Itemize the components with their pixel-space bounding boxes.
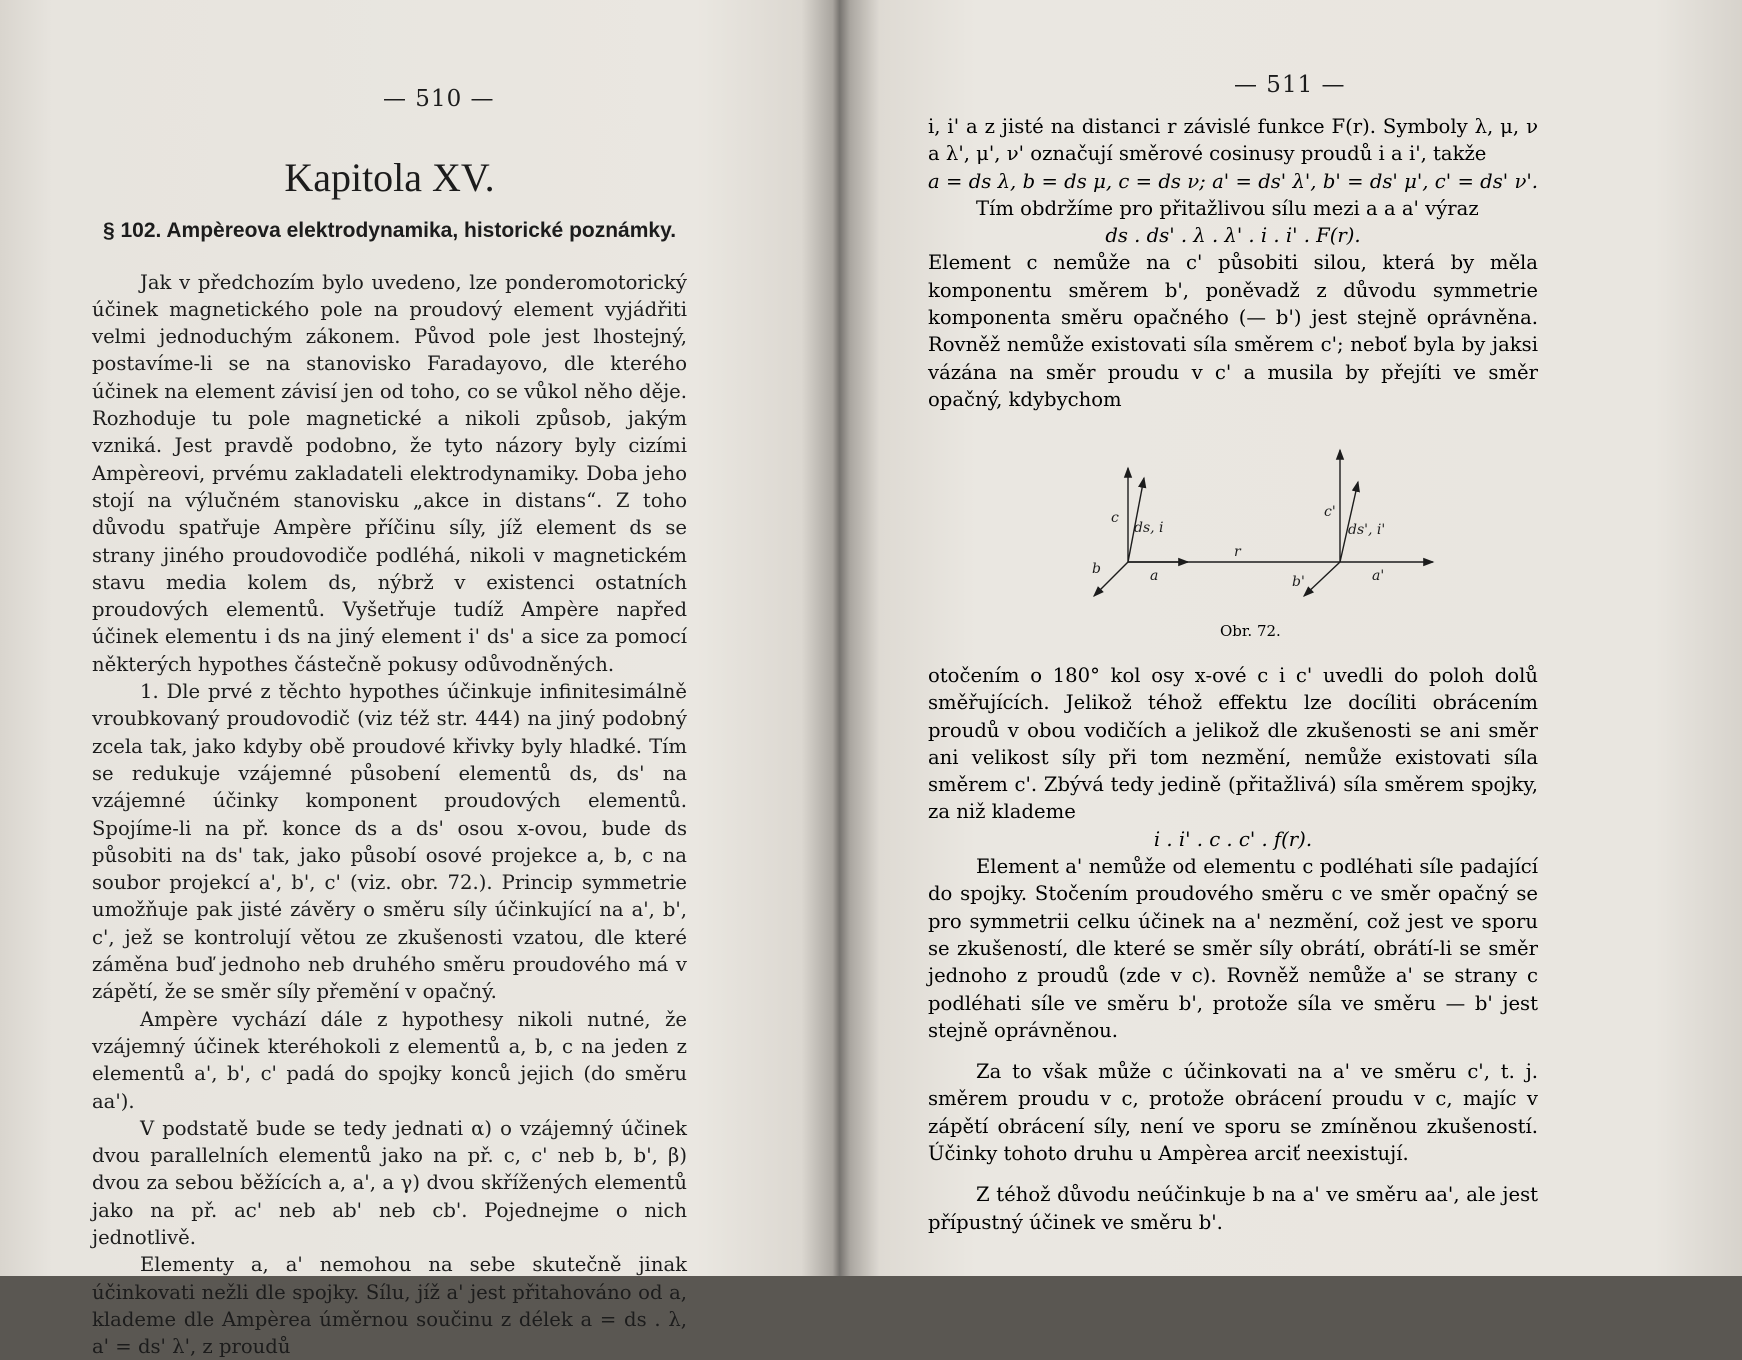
formula-cosines: a = ds λ, b = ds μ, c = ds ν; a' = ds' λ', b' = ds' μ', c' = ds' ν'. (928, 169, 1538, 193)
formula-attraction: ds . ds' . λ . λ' . i . i' . F(r). (1105, 224, 1361, 248)
formula-attraction-2: i . i' . c . c' . f(r). (1153, 827, 1313, 851)
figure-caption: Obr. 72. (1220, 622, 1281, 640)
paragraph: Jak v předchozím bylo uvedeno, lze ponderomotorický účinek magnetického pole na proudový element vyjádřiti velmi jednoduchým zákonem. Původ pole jest lhostejný, postavíme-li se na stanovisko Faradayovo, dle kterého účinek na element závisí jen od toho, co se vůkol něho děje. Rozhoduje tu pole magnetické a nikoli způsob, jakým vzniká. Jest pravdě podobno, že tyto názory byly cizími Ampèreovi, prvému zakladateli elektrodynamiky. Doba jeho stojí na výlučném stanovisku „akce in distans“. Z toho důvodu spatřuje Ampère příčinu síly, jíž element ds se strany jiného proudovodiče podléhá, nikoli v magnetickém stavu media kolem ds, nýbrž v existenci ostatních proudových elementů. Vyšetřuje tudíž Ampère napřed účinek elementu i ds na jiný element i' ds' a sice za pomocí některých hypothes částečně pokusy odůvodněných. (92, 270, 687, 676)
paragraph: V podstatě bude se tedy jednati α) o vzájemný účinek dvou parallelních elementů jako na př. c, c' neb b, b', β) dvou za sebou běžících a, a', a γ) dvou skřížených elementů jako na př. ac' neb ab' neb cb'. Pojednejme o nich jednotlivě. (92, 1116, 687, 1249)
spacer (928, 1167, 1538, 1181)
page-number-right: — 511 — (1234, 72, 1346, 98)
paragraph: Element a' nemůže od elementu c podléhati síle padající do spojky. Stočením proudového směru c ve směr opačný se pro symmetrii celku účinek na a' nezmění, což jest ve sporu se zkušeností, dle které se směr síly obrátí, obrátí-li se směr jednoho z proudů (zde v c). Rovněž nemůže a' se strany c podléhati síle ve směru b', protože síla ve směru — b' jest stejně oprávněnou. (928, 855, 1538, 1042)
label-b: b (1092, 561, 1101, 577)
paragraph: Element c nemůže na c' působiti silou, která by měla komponentu směrem b', poněvadž z důvodu symmetrie komponenta směru opačného (— b') jest stejně oprávněna. Rovněž nemůže existovati síla směrem c'; neboť byla by jaksi vázána na směr proudu v c' a musila by přejíti ve směr opačný, kdybychom (928, 251, 1538, 411)
paragraph: Ampère vychází dále z hypothesy nikoli nutné, že vzájemný účinek kteréhokoli z elementů a, b, c na jeden z elementů a', b', c' padá do spojky konců jejich (do směru aa'). (92, 1007, 687, 1113)
vector-b-prime (1304, 562, 1340, 596)
paragraph: Z téhož důvodu neúčinkuje b na a' ve směru aa', ale jest přípustný účinek ve směru b'. (928, 1183, 1538, 1234)
label-b-prime: b' (1292, 574, 1305, 590)
paragraph: Za to však může c účinkovati na a' ve směru c', t. j. směrem proudu v c, protože obrácení proudu v c, majíc v zápětí obrácení síly, není ve sporu se zmíněnou zkušeností. Účinky tohoto druhu u Ampèrea arciť neexistují. (928, 1060, 1538, 1166)
label-c-prime: c' (1324, 504, 1336, 520)
chapter-title: Kapitola XV. (284, 155, 495, 200)
paragraph: Elementy a, a' nemohou na sebe skutečně jinak účinkovati nežli dle spojky. Sílu, jíž a' jest přitahováno od a, klademe dle Ampèrea úměrnou součinu z délek a = ds . λ, a' = ds' λ', z proudů (92, 1253, 687, 1359)
label-a-prime: a' (1372, 568, 1385, 584)
label-ds-i: ds, i (1134, 520, 1164, 536)
paragraph: Tím obdržíme pro přitažlivou sílu mezi a a a' výraz (976, 196, 1479, 220)
figure-72 (1078, 438, 1438, 638)
label-a: a (1150, 568, 1159, 584)
paragraph: 1. Dle prvé z těchto hypothes účinkuje infinitesimálně vroubkovaný proudovodič (viz též str. 444) na jiný podobný zcela tak, jako kdyby obě proudové křivky byly hladké. Tím se redukuje vzájemné působení elementů ds, ds' na vzájemné účinky komponent proudových elementů. Spojíme-li na př. konce ds a ds' osou x-ovou, bude ds působiti na ds' tak, jako působí osové projekce a, b, c na soubor projekcí a', b', c' (viz. obr. 72.). Princip symmetrie umožňuje pak jisté závěry o směru síly účinkující na a', b', c', jež se kontrolují větou ze zkušenosti vzatou, dle které záměna buď jednoho neb druhého směru proudového má v zápětí, že se směr síly přemění v opačný. (92, 680, 687, 1004)
right-text-upper (928, 113, 1538, 413)
section-title: § 102. Ampèreova elektrodynamika, historické poznámky. (102, 219, 677, 243)
left-page (0, 0, 845, 1359)
paragraph: otočením o 180° kol osy x-ové c i c' uvedli do poloh dolů směřujících. Jelikož téhož effektu lze docíliti obrácením proudů v obou vodičích a jelikož dle zkušenosti se ani směr ani velikost síly při tom nezmění, nemůže existovati síla směrem c'. Zbývá tedy jedině (přitažlivá) síla směrem spojky, za niž klademe (928, 664, 1538, 824)
page-number-left: — 510 — (383, 86, 495, 112)
right-text-lower (928, 662, 1538, 1236)
spacer (928, 1044, 1538, 1058)
label-c: c (1111, 510, 1119, 526)
paragraph: i, i' a z jisté na distanci r závislé funkce F(r). Symboly λ, μ, ν a λ', μ', ν' označují směrové cosinusy proudů i a i', takže (928, 115, 1538, 166)
label-r: r (1234, 544, 1241, 560)
label-ds-i-prime: ds', i' (1348, 522, 1386, 538)
left-text-column (92, 155, 687, 1360)
